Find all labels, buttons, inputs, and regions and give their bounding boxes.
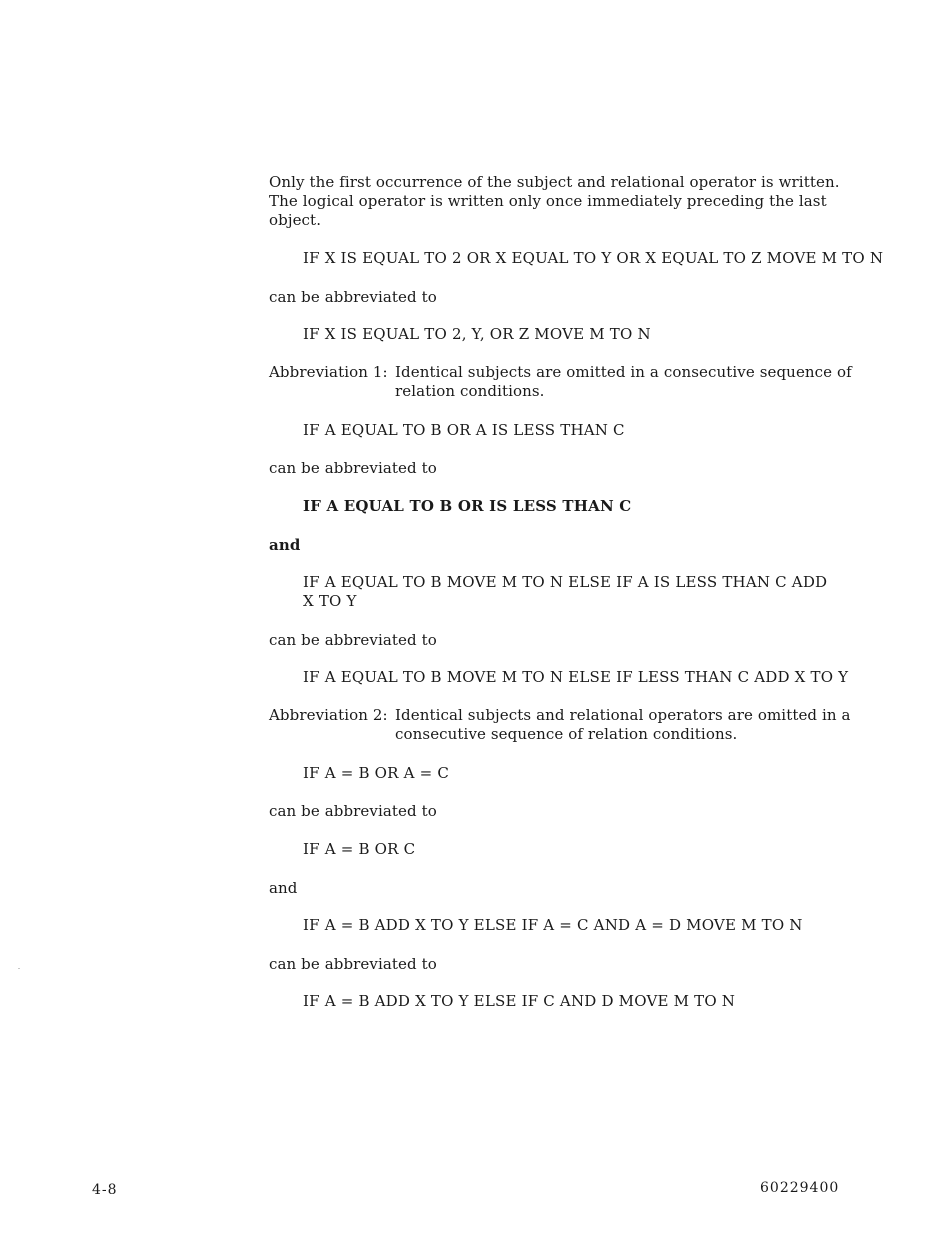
- example1-connector: can be abbreviated to: [269, 288, 437, 306]
- abbreviation2-example-a: IF A = B OR A = C: [303, 764, 450, 782]
- abbreviation2-text-line-1: Identical subjects and relational operators are omitted in a: [395, 706, 851, 724]
- abbreviation1-label: Abbreviation 1:: [269, 363, 388, 381]
- abbreviation2-abbreviated-b: IF A = B ADD X TO Y ELSE IF C AND D MOVE M TO N: [303, 992, 736, 1010]
- abbreviation2-label: Abbreviation 2:: [269, 706, 388, 724]
- abbreviation1-example-b-line-2: X TO Y: [303, 592, 357, 610]
- abbreviation1-text-line-2: relation conditions.: [395, 382, 545, 400]
- abbreviation1-text-line-1: Identical subjects are omitted in a consecutive sequence of: [395, 363, 852, 381]
- abbreviation1-example-b-line-1: IF A EQUAL TO B MOVE M TO N ELSE IF A IS LESS THAN C ADD: [303, 573, 828, 591]
- abbreviation2-abbreviated-a: IF A = B OR C: [303, 840, 416, 858]
- example1-abbreviated: IF X IS EQUAL TO 2, Y, OR Z MOVE M TO N: [303, 325, 651, 343]
- abbreviation1-and: and: [269, 536, 301, 554]
- abbreviation2-text-line-2: consecutive sequence of relation conditions.: [395, 725, 738, 743]
- intro-line-2: The logical operator is written only once immediately preceding the last: [269, 192, 827, 210]
- intro-line-3: object.: [269, 211, 322, 229]
- example1-code: IF X IS EQUAL TO 2 OR X EQUAL TO Y OR X EQUAL TO Z MOVE M TO N: [303, 249, 884, 267]
- scan-speck: [18, 968, 20, 969]
- page-number: 4-8: [92, 1182, 118, 1198]
- abbreviation1-example-a: IF A EQUAL TO B OR A IS LESS THAN C: [303, 421, 625, 439]
- abbreviation2-connector-a: can be abbreviated to: [269, 802, 437, 820]
- abbreviation2-and: and: [269, 879, 298, 897]
- intro-line-1: Only the first occurrence of the subject and relational operator is written.: [269, 173, 840, 191]
- abbreviation1-connector-b: can be abbreviated to: [269, 631, 437, 649]
- abbreviation2-connector-b: can be abbreviated to: [269, 955, 437, 973]
- doc-number: 60229400: [760, 1180, 840, 1196]
- abbreviation1-connector-a: can be abbreviated to: [269, 459, 437, 477]
- abbreviation1-abbreviated-b: IF A EQUAL TO B MOVE M TO N ELSE IF LESS THAN C ADD X TO Y: [303, 668, 849, 686]
- abbreviation2-example-b: IF A = B ADD X TO Y ELSE IF A = C AND A = D MOVE M TO N: [303, 916, 803, 934]
- abbreviation1-abbreviated-a: IF A EQUAL TO B OR IS LESS THAN C: [303, 497, 632, 515]
